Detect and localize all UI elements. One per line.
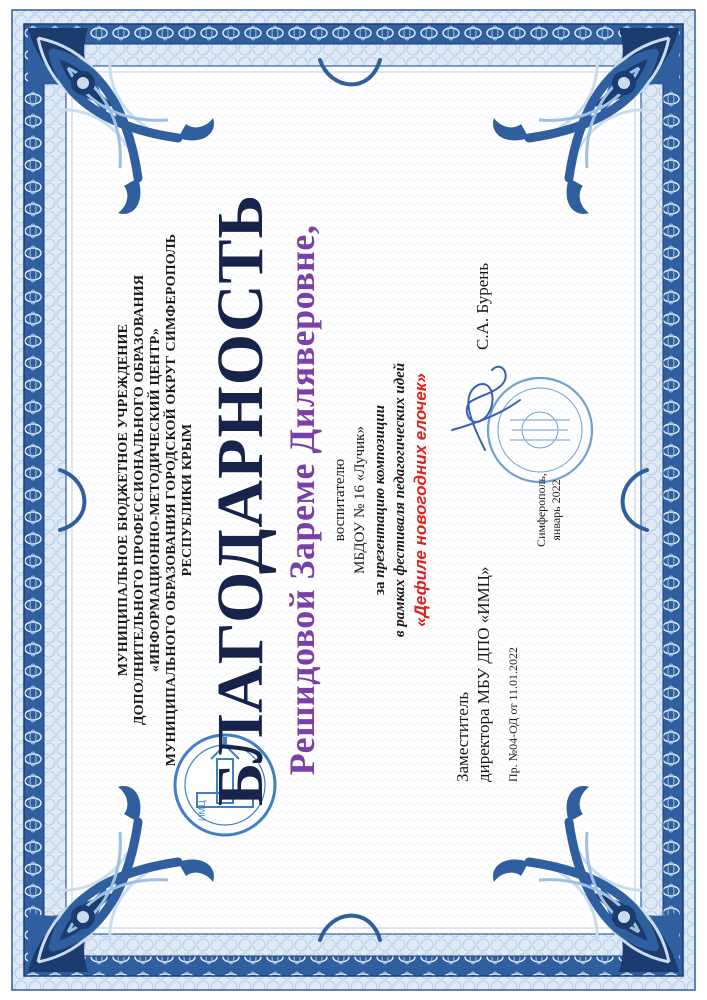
header-line-5: РЕСПУБЛИКИ КРЫМ: [179, 423, 195, 577]
recipient-role: воспитателю: [331, 458, 348, 542]
award-reason-prefix: за: [371, 581, 388, 596]
header-line-3: «ИНФОРМАЦИОННО-МЕТОДИЧЕСКИЙ ЦЕНТР»: [147, 327, 163, 673]
recipient-name: Решидовой Зареме Диляверовне,: [281, 224, 322, 776]
place-and-date: [534, 450, 564, 570]
place: Симферополь,: [533, 473, 548, 547]
header-line-2: ДОПОЛНИТЕЛЬНОГО ПРОФЕССИОНАЛЬНОГО ОБРАЗОВАНИЯ: [131, 274, 147, 726]
event-name: «Дефиле новогодних елочек»: [410, 373, 430, 627]
order-number: Пр. №04-ОД от 11.01.2022: [505, 646, 520, 782]
signer-position-line-2: директора МБУ ДПО «ИМЦ»: [473, 566, 493, 782]
header-line-1: МУНИЦИПАЛЬНОЕ БЮДЖЕТНОЕ УЧРЕЖДЕНИЕ: [115, 323, 131, 677]
signer-name: С.А. Бурень: [472, 262, 492, 350]
award-body: [330, 90, 432, 910]
signer-position-line-1: Заместитель: [452, 691, 472, 782]
festival-line: в рамках фестиваля педагогических идей: [391, 362, 408, 638]
award-reason-text: презентацию композиции: [371, 404, 388, 578]
header-line-4: МУНИЦИПАЛЬНОГО ОБРАЗОВАНИЯ ГОРОДСКОЙ ОКРУГ СИМФЕРОПОЛЬ: [163, 233, 179, 767]
date: январь 2022: [548, 479, 563, 541]
certificate-title: БЛАГОДАРНОСТЬ: [203, 193, 277, 807]
certificate-content: [94, 90, 614, 910]
signer-position: [452, 567, 494, 782]
recipient-organization: МБДОУ № 16 «Лучик»: [351, 426, 368, 574]
header-block: [116, 90, 196, 910]
svg-text:ИМЦ: ИМЦ: [197, 800, 207, 821]
award-reason: [370, 90, 390, 910]
